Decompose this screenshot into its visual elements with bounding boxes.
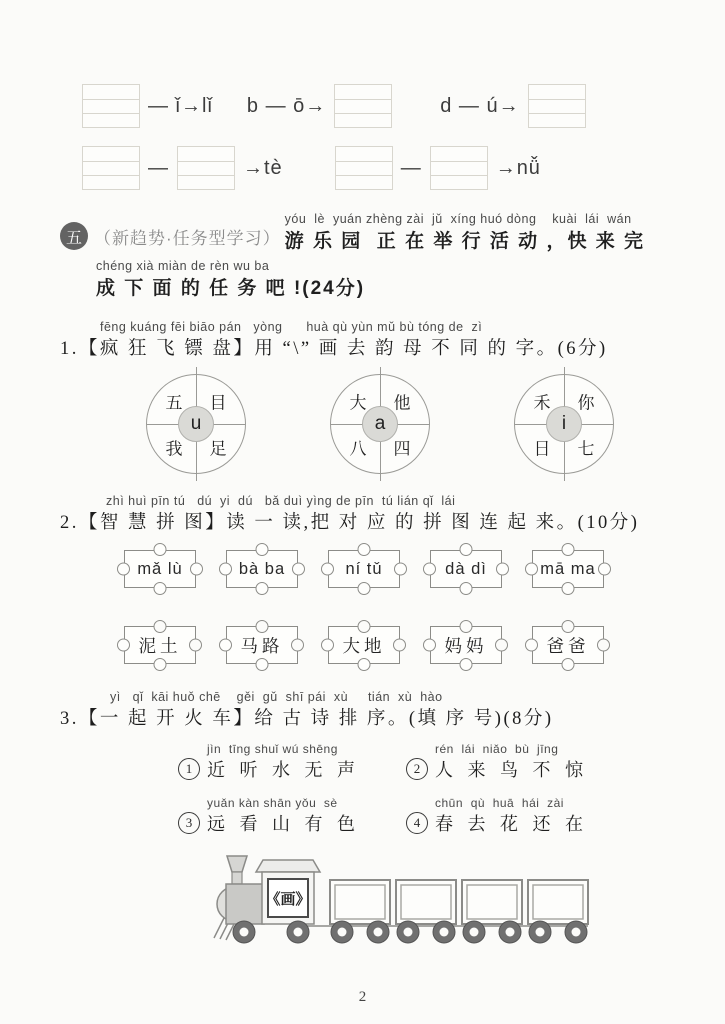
poem-pinyin: chūn qù huā hái zài: [435, 796, 564, 810]
dartboard-character: 目: [209, 393, 227, 413]
puzzle-knob: [562, 582, 575, 595]
locomotive-cab-roof: [256, 860, 320, 872]
puzzle-knob: [256, 543, 269, 556]
puzzle-piece-hanzi: [328, 626, 400, 664]
puzzle-knob: [496, 563, 509, 576]
poem-lines: [178, 742, 685, 836]
question-title: 1.【疯 狂 飞 镖 盘】用 “\” 画 去 韵 母 不 同 的 字。(6分): [60, 339, 608, 359]
puzzle-piece-hanzi: [532, 626, 604, 664]
dartboards: [146, 374, 685, 474]
wheel-icon: [463, 921, 485, 943]
question-2-header: [60, 494, 685, 534]
puzzle-knob: [394, 563, 407, 576]
circled-number: 3: [178, 812, 200, 834]
dartboard-center-vowel: i: [546, 406, 582, 442]
dartboard-character: 五: [165, 393, 183, 413]
dartboard-center-vowel: u: [178, 406, 214, 442]
train-car-4: [528, 880, 588, 924]
puzzle-label: 妈妈: [444, 635, 488, 656]
dartboard-2: [330, 374, 430, 474]
section-instruction-part1: [285, 212, 645, 253]
puzzle-knob: [321, 639, 334, 652]
puzzle-knob: [154, 582, 167, 595]
question-3-header: [60, 690, 685, 730]
dartboard-1: [146, 374, 246, 474]
puzzle-piece-pinyin: [328, 550, 400, 588]
puzzle-knob: [562, 543, 575, 556]
locomotive-chimney-stem: [232, 872, 242, 884]
drill-result: →tè: [243, 156, 283, 179]
circled-number: 2: [406, 758, 428, 780]
puzzle-label: dà dì: [445, 559, 487, 578]
dartboard-character: 足: [209, 439, 227, 459]
puzzle-row-pinyin: [124, 550, 685, 588]
puzzle-knob: [358, 582, 371, 595]
puzzle-knob: [292, 563, 305, 576]
poem-line-4: [406, 796, 685, 836]
puzzle-knob: [562, 658, 575, 671]
puzzle-knob: [423, 563, 436, 576]
drill-item: [82, 146, 283, 190]
poem-text: [207, 796, 360, 836]
poem-text: [435, 742, 588, 782]
question-pinyin: yì qǐ kāi huǒ chē gěi gǔ shī pái xù tián xù hào: [110, 690, 443, 704]
circled-number: 4: [406, 812, 428, 834]
puzzle-knob: [358, 543, 371, 556]
drill-item: [82, 84, 213, 128]
pinyin-grid-box: [334, 84, 392, 128]
drill-result: →nǚ: [495, 156, 541, 179]
instruction-pinyin: chéng xià miàn de rèn wu ba: [96, 259, 270, 273]
section-five: [60, 212, 685, 300]
puzzle-notch: [495, 639, 508, 652]
poem-hanzi: 近 听 水 无 声: [207, 760, 360, 780]
puzzle-notch: [562, 620, 575, 633]
question-pinyin: zhì huì pīn tú dú yi dú bǎ duì yìng de pīn tú lián qǐ lái: [106, 494, 456, 508]
section-instruction-part2: [96, 259, 685, 300]
puzzle-label: mā ma: [540, 559, 596, 578]
poem-text: [207, 742, 360, 782]
question-title: 2.【智 慧 拼 图】读 一 读,把 对 应 的 拼 图 连 起 来。(10分): [60, 513, 640, 533]
puzzle-notch: [189, 639, 202, 652]
puzzle-knob: [321, 563, 334, 576]
dartboard-character: 我: [165, 439, 183, 459]
puzzle-knob: [154, 658, 167, 671]
puzzle-piece-hanzi: [124, 626, 196, 664]
drill-dash: —: [400, 156, 422, 179]
pinyin-spelling-drills: [82, 84, 685, 190]
question-2: [60, 494, 685, 664]
puzzle-knob: [117, 639, 130, 652]
pinyin-grid-box: [430, 146, 488, 190]
poem-hanzi: 远 看 山 有 色: [207, 814, 360, 834]
section-five-header: [60, 212, 685, 253]
drill-label: b — ō→: [246, 94, 327, 117]
locomotive-chimney: [227, 856, 247, 872]
drill-row-2: [82, 146, 685, 190]
wheel-icon: [433, 921, 455, 943]
puzzle-knob: [219, 639, 232, 652]
puzzle-piece-hanzi: [430, 626, 502, 664]
pinyin-grid-box: [335, 146, 393, 190]
dartboard-character: 四: [393, 439, 411, 459]
puzzle-notch: [291, 639, 304, 652]
puzzle-notch: [358, 620, 371, 633]
poem-pinyin: yuǎn kàn shān yǒu sè: [207, 796, 338, 810]
puzzle-label: 泥土: [138, 635, 182, 656]
train-illustration: [210, 848, 685, 953]
puzzle-piece-hanzi: [226, 626, 298, 664]
circled-number: 1: [178, 758, 200, 780]
puzzle-piece-pinyin: [532, 550, 604, 588]
poem-pinyin: jìn tīng shuǐ wú shēng: [207, 742, 338, 756]
puzzle-knob: [256, 658, 269, 671]
question-1: [60, 320, 685, 474]
puzzle-knob: [154, 543, 167, 556]
question-title: 3.【一 起 开 火 车】给 古 诗 排 序。(填 序 号)(8分): [60, 709, 554, 729]
question-3: [60, 690, 685, 953]
puzzle-label: mǎ lù: [137, 559, 183, 578]
puzzle-knob: [190, 563, 203, 576]
wheel-icon: [287, 921, 309, 943]
train-car-2: [396, 880, 456, 924]
dartboard-3: [514, 374, 614, 474]
pinyin-grid-box: [82, 146, 140, 190]
instruction-hanzi: 游 乐 园 正 在 举 行 活 动 ，快 来 完: [284, 231, 646, 252]
poem-line-2: [406, 742, 685, 782]
question-1-header: [60, 320, 685, 360]
puzzle-knob: [525, 563, 538, 576]
pinyin-grid-box: [528, 84, 586, 128]
puzzle-knob: [460, 543, 473, 556]
section-tag: （新趋势·任务型学习）: [94, 229, 281, 248]
puzzle-knob: [256, 582, 269, 595]
wheel-icon: [331, 921, 353, 943]
puzzle-notch: [393, 639, 406, 652]
dartboard-character: 他: [393, 393, 411, 413]
puzzle-knob: [460, 658, 473, 671]
drill-item: [440, 84, 585, 128]
puzzle-label: 爸爸: [546, 635, 590, 656]
puzzle-knob: [358, 658, 371, 671]
puzzle-label: 大地: [342, 635, 386, 656]
drill-label: — ǐ→lǐ: [148, 94, 213, 117]
puzzle-label: ní tǔ: [345, 559, 383, 578]
page-number: 2: [358, 989, 367, 1005]
poem-hanzi: 春 去 花 还 在: [435, 814, 588, 834]
drill-dash: —: [148, 156, 169, 179]
question-pinyin: fēng kuáng fēi biāo pán yòng huà qù yùn mǔ bù tóng de zì: [100, 320, 483, 334]
wheel-icon: [565, 921, 587, 943]
poem-line-1: [178, 742, 406, 782]
puzzle-notch: [597, 639, 610, 652]
wheel-icon: [499, 921, 521, 943]
drill-item: [335, 146, 541, 190]
train-car-3: [462, 880, 522, 924]
puzzle-notch: [256, 620, 269, 633]
puzzle-knob: [460, 582, 473, 595]
drill-row-1: [82, 84, 685, 128]
train-car-1: [330, 880, 390, 924]
dartboard-character: 日: [533, 439, 551, 459]
train-svg: [210, 848, 598, 948]
poem-text: [435, 796, 588, 836]
puzzle-notch: [154, 620, 167, 633]
locomotive-body: [226, 884, 264, 924]
poem-line-3: [178, 796, 406, 836]
instruction-hanzi: 成 下 面 的 任 务 吧 !(24分): [96, 278, 366, 299]
wheel-icon: [397, 921, 419, 943]
puzzle-label: 马路: [240, 635, 284, 656]
dartboard-center-vowel: a: [362, 406, 398, 442]
poem-hanzi: 人 来 鸟 不 惊: [435, 760, 588, 780]
dartboard-character: 七: [577, 439, 595, 459]
dartboard-character: 禾: [533, 393, 551, 413]
puzzle-notch: [460, 620, 473, 633]
wheel-icon: [367, 921, 389, 943]
puzzle-knob: [423, 639, 436, 652]
drill-item: [247, 84, 392, 128]
drill-label: d — ú→: [440, 94, 520, 117]
dartboard-character: 八: [349, 439, 367, 459]
train-engine-label: 《画》: [265, 892, 311, 908]
puzzle-knob: [598, 563, 611, 576]
dartboard-character: 你: [577, 393, 595, 413]
poem-pinyin: rén lái niǎo bù jīng: [435, 742, 559, 756]
dartboard-character: 大: [349, 393, 367, 413]
puzzle-piece-pinyin: [124, 550, 196, 588]
puzzle-knob: [219, 563, 232, 576]
puzzle-label: bà ba: [238, 559, 286, 578]
pinyin-grid-box: [82, 84, 140, 128]
puzzle-piece-pinyin: [430, 550, 502, 588]
puzzle-piece-pinyin: [226, 550, 298, 588]
puzzle-knob: [117, 563, 130, 576]
pinyin-grid-box: [177, 146, 235, 190]
puzzle-row-hanzi: [124, 626, 685, 664]
wheel-icon: [529, 921, 551, 943]
puzzle-knob: [525, 639, 538, 652]
section-number-badge: 五: [60, 222, 88, 250]
wheel-icon: [233, 921, 255, 943]
instruction-pinyin: yóu lè yuán zhèng zài jǔ xíng huó dòng kuài lái wán: [284, 212, 632, 226]
